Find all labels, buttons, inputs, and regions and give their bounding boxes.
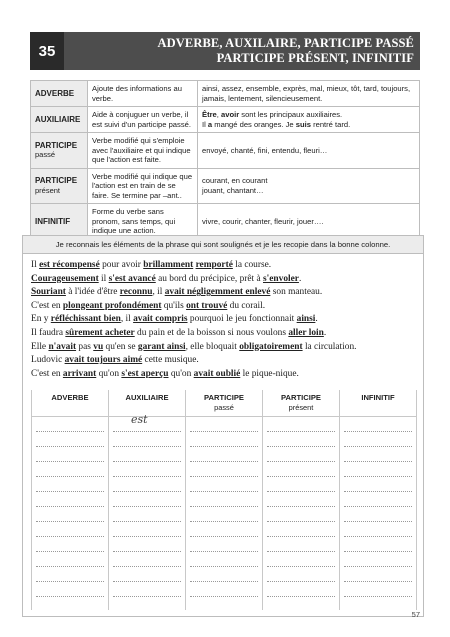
answer-line[interactable] xyxy=(113,567,181,582)
lesson-header xyxy=(30,32,420,70)
answer-line[interactable] xyxy=(36,507,104,522)
answer-line[interactable] xyxy=(113,522,181,537)
exercise-instruction: Je reconnais les éléments de la phrase qui sont soulignés et je les recopie dans la bonne colonne. xyxy=(23,236,423,254)
answer-line[interactable] xyxy=(190,537,258,552)
answer-grid xyxy=(31,390,417,610)
answer-line[interactable] xyxy=(36,477,104,492)
sentence: En y réfléchissant bien, il avait compris pourquoi le jeu fonctionnait ainsi. xyxy=(31,314,318,325)
definition-term: ADVERBE xyxy=(31,81,88,107)
answer-line[interactable] xyxy=(344,552,412,567)
page-number: 57 xyxy=(411,610,420,619)
column-header-auxiliaire: AUXILIAIRE xyxy=(109,390,186,416)
answer-line[interactable] xyxy=(36,462,104,477)
sentence: Souriant à l'idée d'être reconnu, il avait négligemment enlevé son manteau. xyxy=(31,287,323,298)
answer-line[interactable] xyxy=(36,537,104,552)
definition-term: AUXILIAIRE xyxy=(31,107,88,133)
answer-line[interactable] xyxy=(267,567,335,582)
lesson-number: 35 xyxy=(30,32,64,70)
answer-line[interactable] xyxy=(190,417,258,432)
answer-column-participe-present[interactable] xyxy=(263,416,340,610)
answer-line[interactable] xyxy=(267,507,335,522)
answer-line[interactable] xyxy=(267,462,335,477)
definition-description: Aide à conjuguer un verbe, il est suivi d'un participe passé. xyxy=(88,107,198,133)
answer-line[interactable] xyxy=(344,492,412,507)
answer-line[interactable] xyxy=(267,552,335,567)
answer-line[interactable] xyxy=(113,492,181,507)
definition-term: PARTICIPE passé xyxy=(31,133,88,169)
answer-line[interactable] xyxy=(113,447,181,462)
definition-term: PARTICIPE présent xyxy=(31,168,88,204)
exercise-sentences xyxy=(23,254,423,381)
answer-column-infinitif[interactable] xyxy=(340,416,417,610)
definition-row xyxy=(31,107,420,133)
handwritten-example: est xyxy=(131,412,148,426)
sentence: C'est en arrivant qu'on s'est aperçu qu'on avait oublié le pique-nique. xyxy=(31,368,299,379)
answer-line[interactable] xyxy=(36,417,104,432)
answer-line[interactable] xyxy=(113,477,181,492)
answer-line[interactable] xyxy=(113,552,181,567)
column-header-participe-present: PARTICIPE présent xyxy=(263,390,340,416)
definition-examples: ainsi, assez, ensemble, exprès, mal, mieux, tôt, tard, toujours, jamais, lentement, silencieusement. xyxy=(198,81,420,107)
sentence: Il est récompensé pour avoir brillamment remporté la course. xyxy=(31,260,272,270)
answer-line[interactable] xyxy=(190,552,258,567)
answer-line[interactable] xyxy=(344,477,412,492)
answer-line[interactable] xyxy=(344,507,412,522)
answer-line[interactable] xyxy=(113,432,181,447)
sentence: Elle n'avait pas vu qu'en se garant ainsi, elle bloquait obligatoirement la circulation. xyxy=(31,341,357,352)
answer-line[interactable] xyxy=(267,537,335,552)
answer-line[interactable] xyxy=(267,522,335,537)
answer-line[interactable] xyxy=(190,567,258,582)
answer-grid-header xyxy=(32,390,417,416)
definition-examples: vivre, courir, chanter, fleurir, jouer…. xyxy=(198,204,420,240)
answer-line[interactable] xyxy=(190,582,258,597)
sentence: Il faudra sûrement acheter du pain et de la boisson si nous voulons aller loin. xyxy=(31,327,327,338)
answer-line[interactable] xyxy=(267,417,335,432)
answer-column-auxiliaire[interactable] xyxy=(109,412,186,610)
answer-line[interactable] xyxy=(113,462,181,477)
answer-line[interactable] xyxy=(36,447,104,462)
definitions-table xyxy=(30,80,420,240)
answer-line[interactable] xyxy=(36,567,104,582)
answer-line[interactable] xyxy=(190,522,258,537)
answer-column-adverbe[interactable] xyxy=(32,416,109,610)
answer-line[interactable] xyxy=(113,582,181,597)
answer-line[interactable] xyxy=(344,462,412,477)
definition-term: INFINITIF xyxy=(31,204,88,240)
answer-line[interactable] xyxy=(190,432,258,447)
answer-line[interactable] xyxy=(36,552,104,567)
answer-line[interactable] xyxy=(190,477,258,492)
answer-column-participe-passe[interactable] xyxy=(186,416,263,610)
lesson-title-line2: PARTICIPE PRÉSENT, INFINITIF xyxy=(216,51,414,65)
answer-line[interactable] xyxy=(36,492,104,507)
definition-description: Forme du verbe sans pronom, sans temps, qui indique une action. xyxy=(88,204,198,240)
answer-line[interactable] xyxy=(344,537,412,552)
answer-line[interactable] xyxy=(267,492,335,507)
definition-description: Ajoute des informations au verbe. xyxy=(88,81,198,107)
definition-row xyxy=(31,81,420,107)
definition-examples: courant, en courant jouant, chantant… xyxy=(198,168,420,204)
column-header-participe-passe: PARTICIPE passé xyxy=(186,390,263,416)
answer-line[interactable] xyxy=(267,432,335,447)
answer-line[interactable] xyxy=(267,447,335,462)
answer-line[interactable] xyxy=(36,582,104,597)
answer-line[interactable] xyxy=(190,462,258,477)
answer-line[interactable] xyxy=(344,582,412,597)
answer-grid-body xyxy=(32,416,417,610)
answer-line[interactable] xyxy=(344,522,412,537)
answer-line[interactable] xyxy=(113,507,181,522)
answer-line[interactable] xyxy=(113,537,181,552)
definition-description: Verbe modifié qui s'emploie avec l'auxiliaire et qui indique que l'action est faite. xyxy=(88,133,198,169)
answer-line[interactable] xyxy=(344,432,412,447)
exercise-box xyxy=(22,235,424,617)
answer-line[interactable] xyxy=(190,492,258,507)
answer-line[interactable] xyxy=(344,567,412,582)
answer-line[interactable] xyxy=(344,447,412,462)
sentence: Ludovic avait toujours aimé cette musique. xyxy=(31,355,199,366)
sentence: C'est en plongeant profondément qu'ils ont trouvé du corail. xyxy=(31,300,266,311)
answer-line[interactable] xyxy=(344,417,412,432)
column-header-adverbe: ADVERBE xyxy=(32,390,109,416)
answer-line[interactable] xyxy=(190,447,258,462)
answer-line[interactable] xyxy=(190,507,258,522)
definition-row xyxy=(31,204,420,240)
definition-examples: Être, avoir sont les principaux auxiliaires. Il a mangé des oranges. Je suis rentré tard. xyxy=(198,107,420,133)
answer-line[interactable] xyxy=(267,582,335,597)
lesson-title-line1: ADVERBE, AUXILAIRE, PARTICIPE PASSÉ xyxy=(157,36,414,50)
answer-line[interactable] xyxy=(36,432,104,447)
answer-line[interactable] xyxy=(267,477,335,492)
lesson-title xyxy=(64,32,420,70)
definition-examples: envoyé, chanté, fini, entendu, fleuri… xyxy=(198,133,420,169)
sentence: Courageusement il s'est avancé au bord du précipice, prêt à s'envoler. xyxy=(31,273,302,284)
answer-line[interactable] xyxy=(36,522,104,537)
definition-row xyxy=(31,168,420,204)
definition-description: Verbe modifié qui indique que l'action est en train de se faire. Se termine par –ant.. xyxy=(88,168,198,204)
column-header-infinitif: INFINITIF xyxy=(340,390,417,416)
definition-row xyxy=(31,133,420,169)
